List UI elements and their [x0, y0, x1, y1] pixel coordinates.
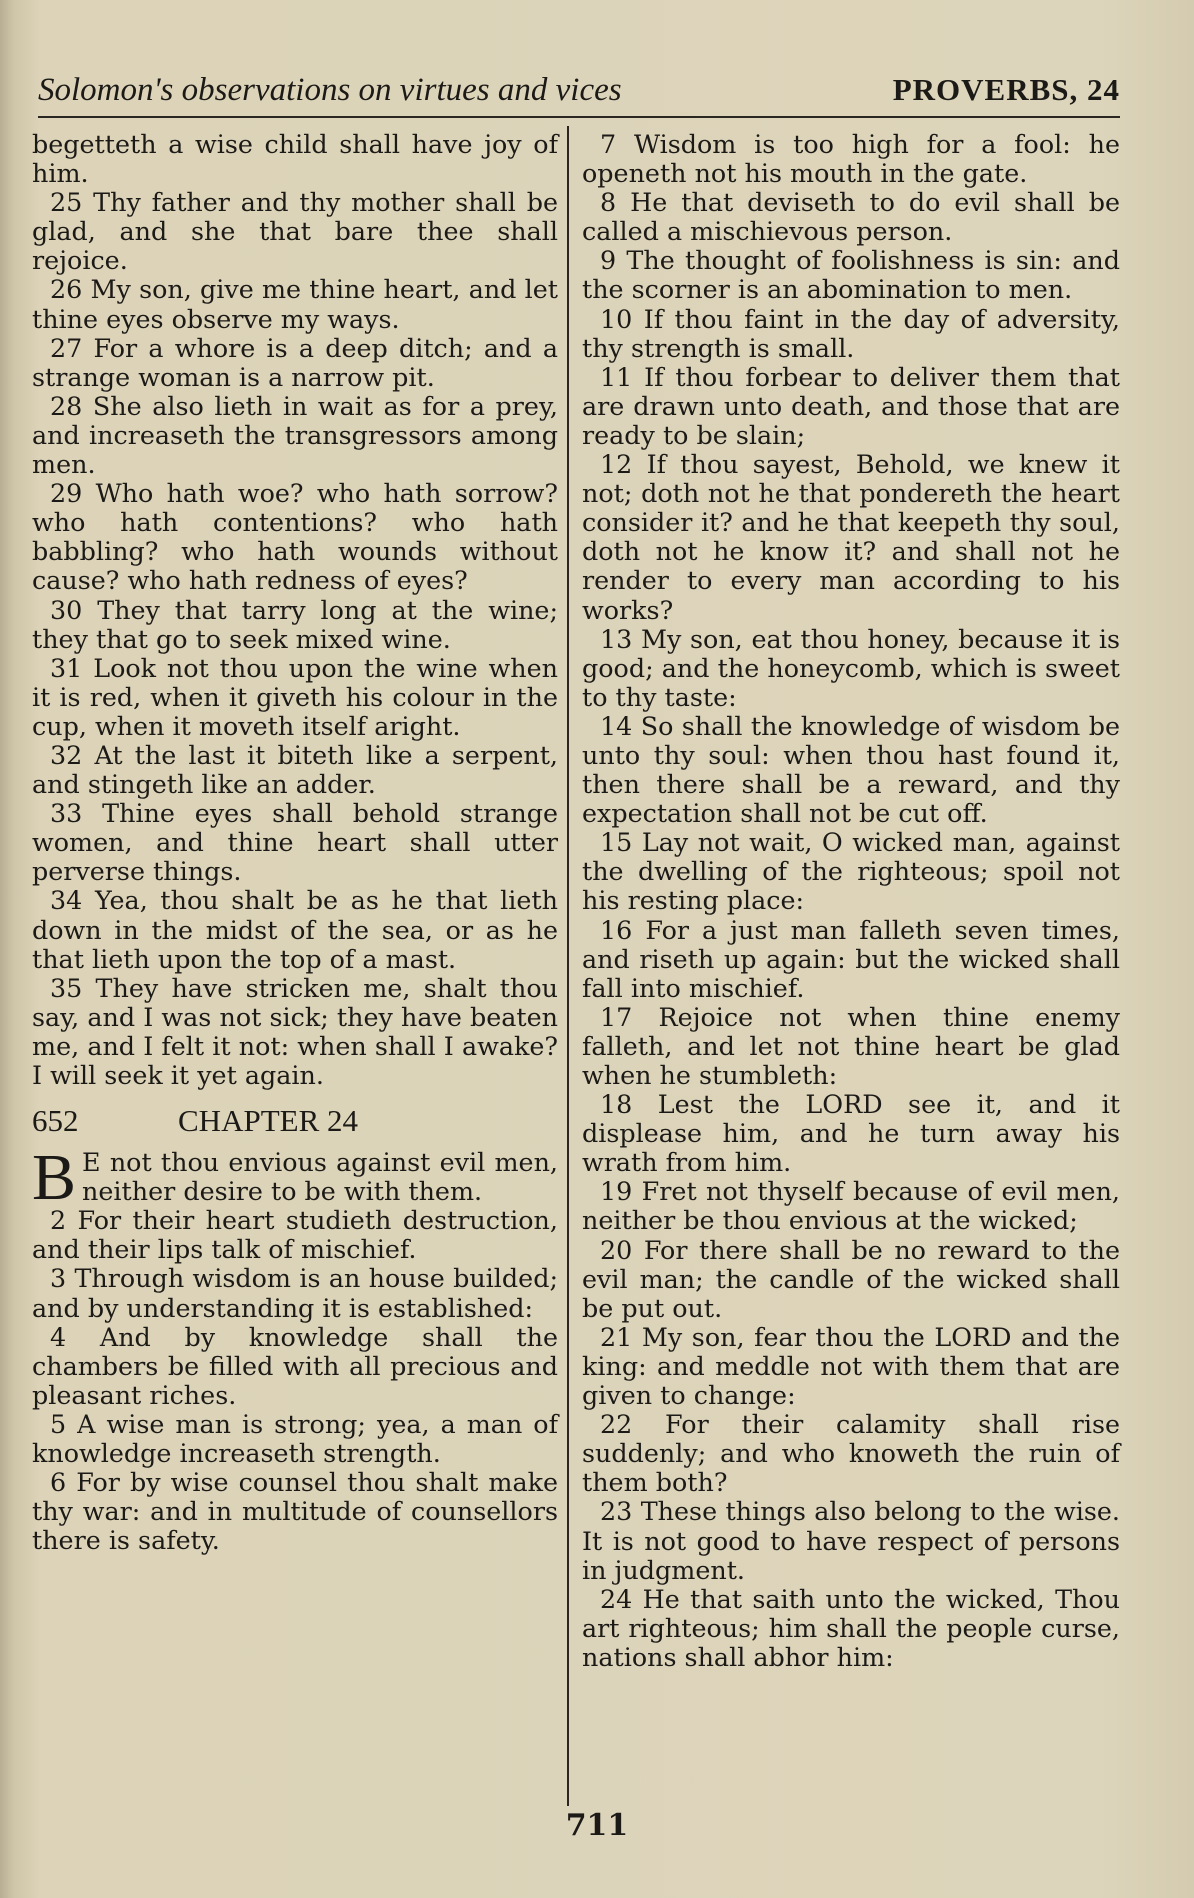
page-number: 711: [565, 1808, 629, 1843]
first-verse-text: E not thou envious against evil men, neither desire to be with them.: [82, 1147, 558, 1207]
verse: 9 The thought of foolishness is sin: and the scorner is an abomination to men.: [582, 245, 1120, 305]
verse: 23 These things also belong to the wise. It is not good to have respect of persons in judgment.: [582, 1496, 1120, 1585]
verse: 29 Who hath woe? who hath sorrow? who hath contentions? who hath babbling? who hath wounds without cause? who hath redness of eyes?: [32, 478, 558, 596]
chapter-ref-number: 652: [32, 1103, 79, 1139]
verse: 19 Fret not thyself because of evil men, neither be thou envious at the wicked;: [582, 1176, 1120, 1236]
chapter-title: CHAPTER 24: [178, 1103, 358, 1139]
verse: 13 My son, eat thou honey, because it is good; and the honeycomb, which is sweet to thy taste:: [582, 623, 1120, 712]
left-column: [32, 130, 558, 1555]
header-book-chapter: PROVERBS, 24: [892, 72, 1120, 107]
verse: 4 And by knowledge shall the chambers be filled with all precious and pleasant riches.: [32, 1321, 558, 1410]
verse: 22 For their calamity shall rise suddenly; and who knoweth the ruin of them both?: [582, 1409, 1120, 1498]
chapter-first-verse: [32, 1141, 558, 1215]
verse: 24 He that saith unto the wicked, Thou art righteous; him shall the people curse, nations shall abhor him:: [582, 1583, 1120, 1672]
drop-cap: B: [32, 1141, 77, 1215]
verse: 28 She also lieth in wait as for a prey, and increaseth the transgressors among men.: [32, 390, 558, 480]
verse: 5 A wise man is strong; yea, a man of knowledge increaseth strength.: [32, 1408, 558, 1469]
verse: 16 For a just man falleth seven times, and riseth up again: but the wicked shall fall into mischief.: [582, 914, 1120, 1003]
chapter-heading: [32, 1104, 558, 1138]
right-column: [582, 130, 1120, 1672]
verse: 30 They that tarry long at the wine; they that go to seek mixed wine.: [32, 594, 558, 654]
verse: 20 For there shall be no reward to the evil man; the candle of the wicked shall be put out.: [582, 1234, 1120, 1323]
verse: 11 If thou forbear to deliver them that are drawn unto death, and those that are ready to be slain;: [582, 361, 1120, 450]
verse: 33 Thine eyes shall behold strange women, and thine heart shall utter perverse things.: [32, 798, 558, 887]
verse: 31 Look not thou upon the wine when it is red, when it giveth his colour in the cup, when it moveth itself aright.: [32, 652, 558, 741]
verse: 3 Through wisdom is an house builded; and by understanding it is established:: [32, 1263, 558, 1323]
verse: 14 So shall the knowledge of wisdom be unto thy soul: when thou hast found it, then there shall be a reward, and thy expectation shall not be cut off.: [582, 710, 1120, 829]
header-section-title: Solomon's observations on virtues and vices: [38, 72, 622, 108]
verse: 18 Lest the LORD see it, and it displease him, and he turn away his wrath from him.: [582, 1089, 1120, 1178]
verse: 8 He that deviseth to do evil shall be called a mischievous person.: [582, 187, 1120, 247]
verse: 7 Wisdom is too high for a fool: he openeth not his mouth in the gate.: [582, 129, 1120, 189]
verse: 15 Lay not wait, O wicked man, against the dwelling of the righteous; spoil not his resting place:: [582, 827, 1120, 916]
verse: 27 For a whore is a deep ditch; and a strange woman is a narrow pit.: [32, 332, 558, 392]
verse: 21 My son, fear thou the LORD and the king: and meddle not with them that are given to change:: [582, 1321, 1120, 1411]
verse: 2 For their heart studieth destruction, and their lips talk of mischief.: [32, 1205, 558, 1265]
column-divider: [567, 126, 569, 1806]
verse: 17 Rejoice not when thine enemy falleth, and let not thine heart be glad when he stumbleth:: [582, 1001, 1120, 1090]
verse: 12 If thou sayest, Behold, we knew it not; doth not he that pondereth the heart consider it? and he that keepeth thy soul, doth not he know it? and shall not he render to every man according to his works?: [582, 449, 1120, 625]
verse: 6 For by wise counsel thou shalt make thy war: and in multitude of counsellors there is safety.: [32, 1467, 558, 1556]
running-header: [38, 72, 1120, 118]
verse: 34 Yea, thou shalt be as he that lieth down in the midst of the sea, or as he that lieth upon the top of a mast.: [32, 885, 558, 974]
verse: 26 My son, give me thine heart, and let thine eyes observe my ways.: [32, 274, 558, 334]
verse: begetteth a wise child shall have joy of him.: [32, 129, 558, 189]
verse: 32 At the last it biteth like a serpent, and stingeth like an adder.: [32, 739, 558, 800]
verse: 10 If thou faint in the day of adversity, thy strength is small.: [582, 303, 1120, 363]
verse: 35 They have stricken me, shalt thou say, and I was not sick; they have beaten me, and I felt it not: when shall I awake? I will seek it yet again.: [32, 972, 558, 1090]
verse: 25 Thy father and thy mother shall be glad, and she that bare thee shall rejoice.: [32, 187, 558, 276]
